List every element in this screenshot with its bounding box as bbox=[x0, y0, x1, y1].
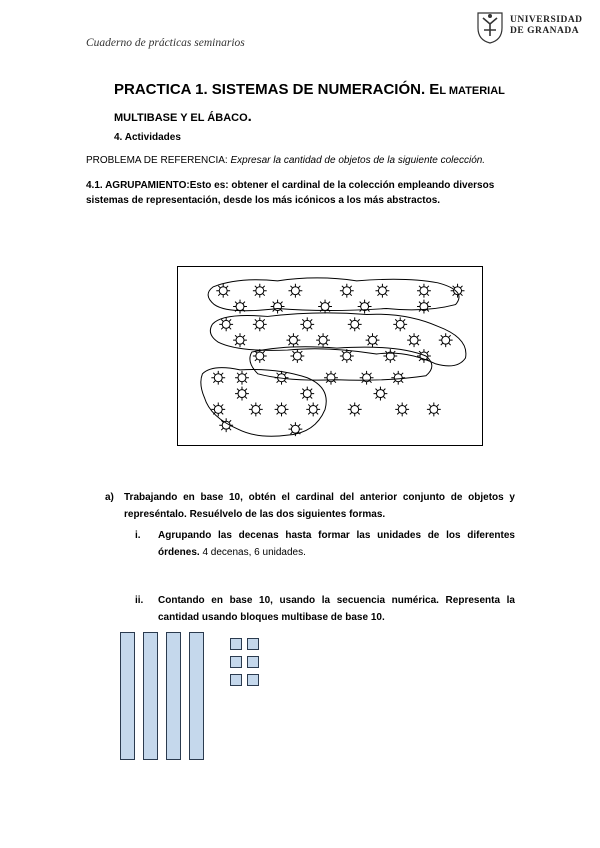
grouping-loops bbox=[201, 278, 466, 436]
header-note: Cuaderno de prácticas seminarios bbox=[86, 37, 245, 49]
item-i-answer: 4 decenas, 6 unidades. bbox=[199, 547, 306, 558]
item-ii-label: ii. bbox=[135, 595, 144, 606]
unit-cube-block bbox=[230, 656, 242, 668]
objects-collection-figure bbox=[177, 266, 483, 446]
reference-problem bbox=[86, 155, 485, 166]
logo-line-2: DE GRANADA bbox=[510, 26, 580, 36]
title-period: . bbox=[247, 108, 252, 125]
section-heading: 4. Actividades bbox=[114, 132, 181, 143]
question-a-text: Trabajando en base 10, obtén el cardinal del anterior conjunto de objetos y represéntalo. Resuélvelo de las dos siguientes formas. bbox=[124, 492, 515, 520]
item-i-text: Agrupando las decenas hasta formar las unidades de los diferentes órdenes. bbox=[158, 530, 515, 558]
item-i-label: i. bbox=[135, 530, 141, 541]
unit-cube-block bbox=[247, 656, 259, 668]
item-i bbox=[135, 527, 515, 561]
reference-text: Expresar la cantidad de objetos de la siguiente colección. bbox=[230, 155, 486, 166]
title-main: PRACTICA 1. SISTEMAS DE NUMERACIÓN. E bbox=[114, 81, 440, 98]
university-name bbox=[510, 15, 583, 37]
university-crest-icon bbox=[478, 13, 502, 43]
item-ii bbox=[135, 592, 515, 626]
ten-rod-block bbox=[143, 632, 158, 760]
title-smallcaps: L MATERIAL bbox=[439, 85, 505, 97]
unit-cube-block bbox=[247, 674, 259, 686]
question-a bbox=[105, 489, 515, 523]
ten-rod-block bbox=[166, 632, 181, 760]
question-a-label: a) bbox=[105, 492, 114, 503]
item-ii-text: Contando en base 10, usando la secuencia numérica. Representa la cantidad usando bloques multibase de base 10. bbox=[158, 595, 515, 623]
ten-rod-block bbox=[120, 632, 135, 760]
activity-4-1: 4.1. AGRUPAMIENTO:Esto es: obtener el cardinal de la colección empleando diversos sistemas de representación, desde los más icónicos a los más abstractos. bbox=[86, 180, 495, 206]
title-line-2: MULTIBASE Y EL ÁBACO bbox=[114, 112, 248, 124]
logo-line-1: UNIVERSIDAD bbox=[510, 15, 583, 25]
unit-cube-block bbox=[230, 674, 242, 686]
unit-cube-block bbox=[230, 638, 242, 650]
unit-cube-block bbox=[247, 638, 259, 650]
page-title bbox=[114, 77, 534, 131]
reference-label: PROBLEMA DE REFERENCIA: bbox=[86, 155, 228, 166]
ten-rod-block bbox=[189, 632, 204, 760]
